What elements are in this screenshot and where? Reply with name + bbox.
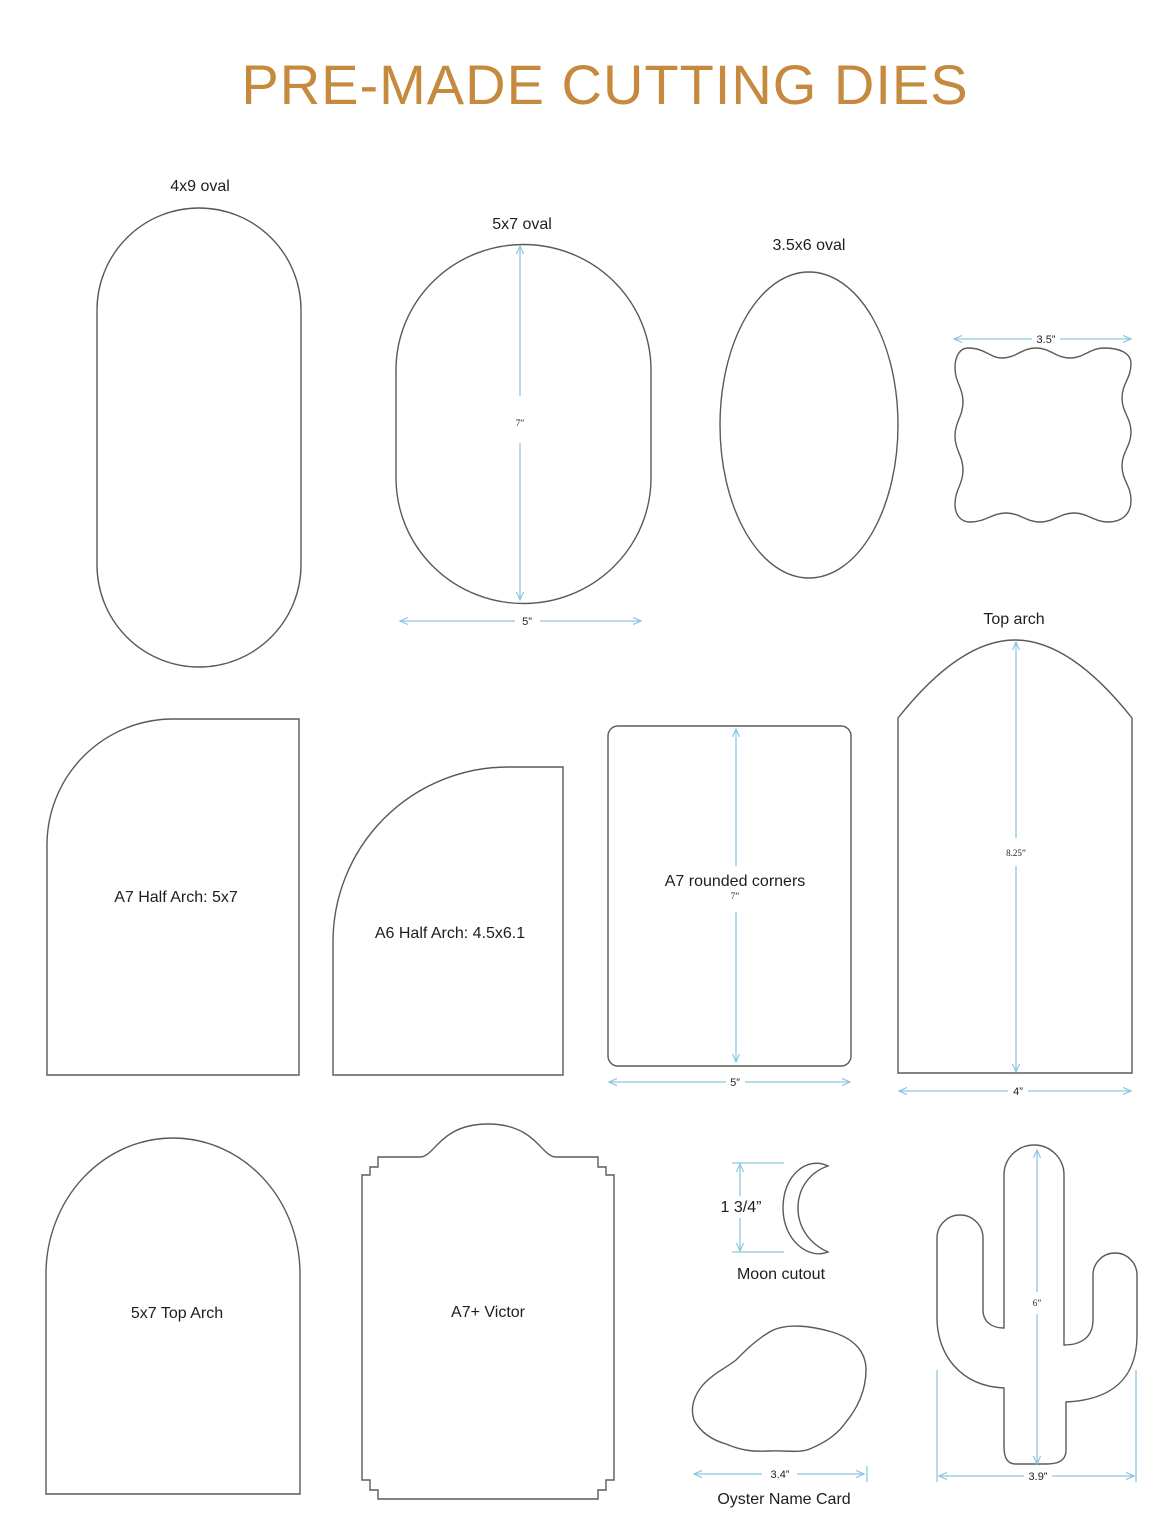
- label-moon-cutout: Moon cutout: [736, 1266, 826, 1283]
- label-a7-half-arch: A7 Half Arch: 5x7: [114, 889, 238, 906]
- die-moon: [783, 1163, 828, 1254]
- dim-label-5x7-oval-width: 5”: [522, 616, 532, 628]
- dim-label-5x7-oval-height: 7”: [515, 418, 525, 428]
- die-a6-half-arch: [333, 767, 563, 1075]
- die-4x9-oval: [97, 208, 301, 667]
- dim-label-cactus-height: 6”: [1032, 1298, 1042, 1308]
- dim-label-scallop-width: 3.5”: [1036, 334, 1056, 346]
- label-oyster-name-card: Oyster Name Card: [717, 1491, 851, 1508]
- dim-label-moon-height: 1 3/4”: [720, 1199, 762, 1216]
- label-5x7-oval: 5x7 oval: [492, 216, 552, 233]
- label-3-5x6-oval: 3.5x6 oval: [772, 237, 846, 254]
- dim-label-a7-rounded-height: 7”: [730, 891, 740, 901]
- dim-label-top-arch-height: 8.25”: [1006, 848, 1026, 858]
- label-5x7-top-arch: 5x7 Top Arch: [130, 1305, 224, 1322]
- dim-label-oyster-width: 3.4”: [770, 1469, 790, 1481]
- label-a7-victor: A7+ Victor: [451, 1304, 525, 1321]
- label-a7-rounded-corners: A7 rounded corners: [664, 873, 806, 890]
- label-a6-half-arch: A6 Half Arch: 4.5x6.1: [374, 925, 526, 942]
- dim-label-cactus-width: 3.9”: [1028, 1471, 1048, 1483]
- label-4x9-oval: 4x9 oval: [170, 178, 230, 195]
- page-title: PRE-MADE CUTTING DIES: [241, 53, 969, 116]
- die-scalloped-square: [955, 348, 1131, 522]
- label-top-arch: Top arch: [983, 611, 1045, 628]
- die-oyster: [692, 1326, 866, 1451]
- die-3-5x6-oval: [720, 272, 898, 578]
- dim-label-a7-rounded-width: 5”: [730, 1077, 740, 1089]
- dim-label-top-arch-width: 4”: [1013, 1086, 1023, 1098]
- die-a7-rounded-corners: [608, 726, 851, 1066]
